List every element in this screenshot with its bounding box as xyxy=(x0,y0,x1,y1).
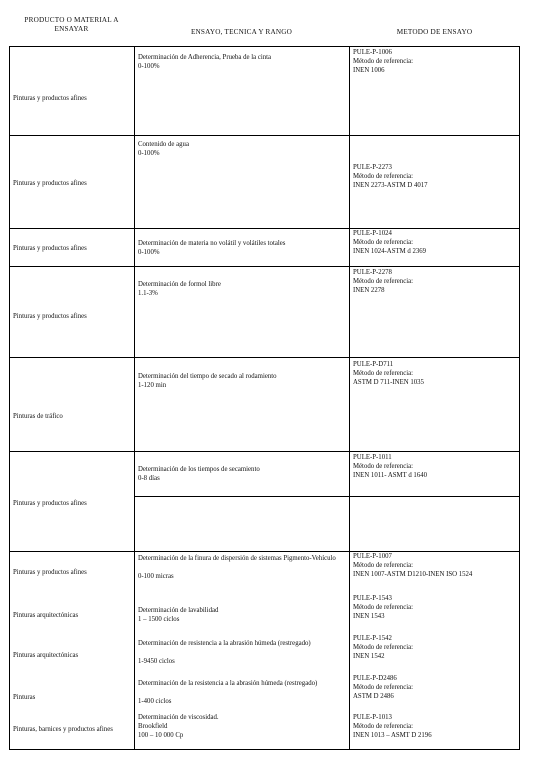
row-rango: 100 – 10 000 Cp xyxy=(138,732,184,739)
row-producto: Pinturas y productos afines xyxy=(13,245,87,252)
row-ensayo: Determinación de la resistencia a la abrasión húmeda (restregado) xyxy=(138,680,318,687)
row-metodo-ref: INEN 1006 xyxy=(353,67,385,74)
row-metodo-label: Método de referencia: xyxy=(353,173,414,180)
header-producto: PRODUCTO O MATERIAL A ENSAYAR xyxy=(24,16,119,33)
row-metodo-ref: INEN 1543 xyxy=(353,613,385,620)
row-metodo-code: PULE-P-D2486 xyxy=(353,675,397,682)
row-metodo-label: Método de referencia: xyxy=(353,239,414,246)
row-metodo-label: Método de referencia: xyxy=(353,278,414,285)
row-rango: 0-100% xyxy=(138,249,160,256)
row-metodo-label: Método de referencia: xyxy=(353,58,414,65)
row-ensayo: Determinación del tiempo de secado al rodamiento xyxy=(138,373,277,380)
row-ensayo: Determinación de viscosidad. xyxy=(138,714,219,721)
row-producto: Pinturas y productos afines xyxy=(13,180,87,187)
row-producto: Pinturas y productos afines xyxy=(13,95,87,102)
table-row xyxy=(9,135,520,228)
row-ensayo: Determinación de los tiempos de secamiento xyxy=(138,466,260,473)
table-row xyxy=(9,357,520,451)
row-rango: 0-100 micras xyxy=(138,573,174,580)
table-header xyxy=(9,14,520,47)
row-metodo-ref: INEN 2273-ASTM D 4017 xyxy=(353,182,428,189)
table-row xyxy=(9,46,520,135)
row-metodo-label: Método de referencia: xyxy=(353,370,414,377)
row-producto: Pinturas y productos afines xyxy=(13,313,87,320)
row-metodo-label: Método de referencia: xyxy=(353,562,414,569)
row-metodo-ref: INEN 1024-ASTM d 2369 xyxy=(353,248,427,255)
row-metodo-ref: ASTM D 711-INEN 1035 xyxy=(353,379,424,386)
row-producto: Pinturas arquitectónicas xyxy=(13,652,79,659)
row-metodo-ref: INEN 1007-ASTM D1210-INEN ISO 1524 xyxy=(353,571,473,578)
row-rango: 0-100% xyxy=(138,150,160,157)
row-ensayo: Determinación de materia no volátil y volátiles totales xyxy=(138,240,286,247)
row-metodo-code: PULE-P-D711 xyxy=(353,361,394,368)
row-metodo-code: PULE-P-1542 xyxy=(353,635,392,642)
row-producto: Pinturas xyxy=(13,694,36,701)
table-row xyxy=(9,711,520,749)
table-row xyxy=(9,228,520,266)
row-metodo-label: Método de referencia: xyxy=(353,684,414,691)
row-ensayo-sub: Brookfield xyxy=(138,723,168,730)
row-producto: Pinturas, barnices y productos afines xyxy=(13,726,113,733)
row-metodo-ref: INEN 1011- ASMT d 1640 xyxy=(353,472,428,479)
row-metodo-code: PULE-P-1011 xyxy=(353,454,392,461)
row-metodo-code: PULE-P-1024 xyxy=(353,230,392,237)
row-ensayo: Contenido de agua xyxy=(138,141,189,148)
row-metodo-label: Método de referencia: xyxy=(353,604,414,611)
row-ensayo: Determinación de Adherencia, Prueba de la cinta xyxy=(138,54,272,61)
row-metodo-label: Método de referencia: xyxy=(353,463,414,470)
table-row xyxy=(9,631,520,671)
row-rango: 1-9450 ciclos xyxy=(138,658,175,665)
row-metodo-label: Método de referencia: xyxy=(353,723,414,730)
row-rango: 0-100% xyxy=(138,63,160,70)
row-metodo-ref: INEN 1542 xyxy=(353,653,385,660)
row-rango: 1-120 min xyxy=(138,382,167,389)
row-metodo-ref: ASTM D 2486 xyxy=(353,693,394,700)
row-metodo-ref: INEN 1013 – ASMT D 2196 xyxy=(353,732,432,739)
row-metodo-code: PULE-P-2278 xyxy=(353,269,392,276)
row-rango: 1.1-3% xyxy=(138,290,158,297)
row-metodo-label: Método de referencia: xyxy=(353,644,414,651)
table-row xyxy=(9,551,520,591)
table-row xyxy=(9,591,520,631)
table-row xyxy=(9,451,520,551)
row-producto: Pinturas y productos afines xyxy=(13,500,87,507)
row-metodo-ref: INEN 2278 xyxy=(353,287,385,294)
header-ensayo: ENSAYO, TECNICA Y RANGO xyxy=(190,28,293,36)
row-ensayo: Determinación de lavabilidad xyxy=(138,607,219,614)
row-ensayo: Determinación de la finura de dispersión de sistemas Pigmento-Vehículo xyxy=(138,555,336,562)
row-rango: 0-8 días xyxy=(138,475,160,482)
row-metodo-code: PULE-P-2273 xyxy=(353,164,392,171)
row-metodo-code: PULE-P-1013 xyxy=(353,714,392,721)
header-metodo: METODO DE ENSAYO xyxy=(396,28,473,36)
row-metodo-code: PULE-P-1006 xyxy=(353,49,392,56)
row-ensayo: Determinación de formol libre xyxy=(138,281,221,288)
table-row xyxy=(9,671,520,711)
row-ensayo: Determinación de resistencia a la abrasión húmeda (restregado) xyxy=(138,640,311,647)
row-producto: Pinturas de tráfico xyxy=(13,413,63,420)
row-metodo-code: PULE-P-1007 xyxy=(353,553,392,560)
row-rango: 1-400 ciclos xyxy=(138,698,172,705)
row-producto: Pinturas y productos afines xyxy=(13,569,87,576)
row-metodo-code: PULE-P-1543 xyxy=(353,595,392,602)
row-rango: 1 – 1500 ciclos xyxy=(138,616,180,623)
table-row xyxy=(9,266,520,357)
row-producto: Pinturas arquitectónicas xyxy=(13,612,79,619)
